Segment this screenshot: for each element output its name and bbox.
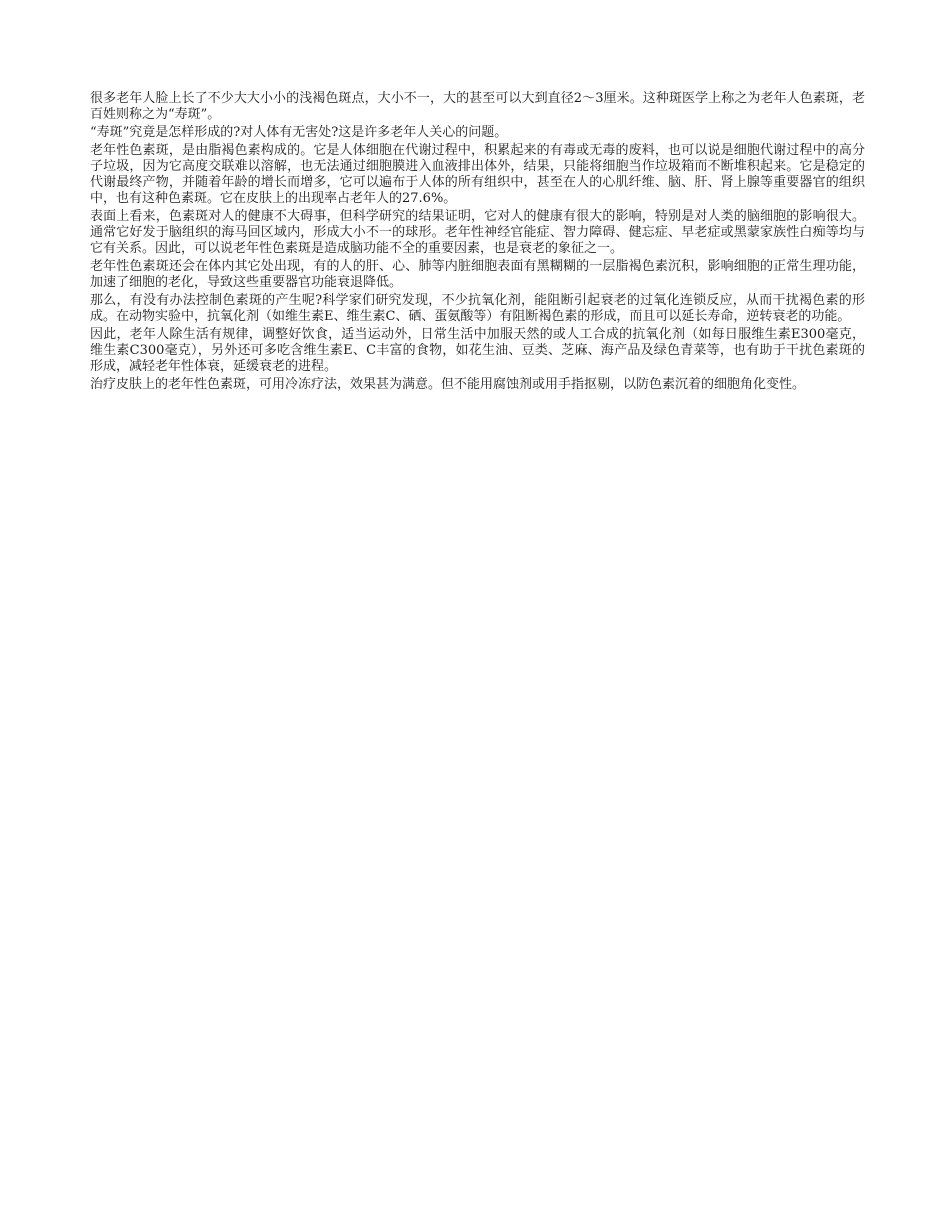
document-body (90, 91, 865, 395)
paragraph-treatment: 治疗皮肤上的老年性色素斑，可用冷冻疗法，效果甚为满意。但不能用腐蚀剂或用手指抠剔，以防色素沉着的细胞角化变性。 (90, 377, 806, 392)
paragraph-antioxidants: 那么，有没有办法控制色素斑的产生呢?科学家们研究发现，不少抗氧化剂，能阻断引起衰老的过氧化连锁反应，从而干扰褐色素的形成。在动物实验中，抗氧化剂（如维生素E、维生素C、硒、蛋氨酸等）有阻断褐色素的形成，而且可以延长寿命，逆转衰老的功能。 (90, 293, 865, 324)
paragraph-health-impact: 表面上看来，色素斑对人的健康不大碍事，但科学研究的结果证明，它对人的健康有很大的影响，特别是对人类的脑细胞的影响很大。通常它好发于脑组织的海马回区域内，形成大小不一的球形。老年性神经官能症、智力障碍、健忘症、早老症或黑蒙家族性白痴等均与它有关系。因此，可以说老年性色素斑是造成脑功能不全的重要因素，也是衰老的象征之一。 (90, 209, 865, 256)
paragraph-intro: 很多老年人脸上长了不少大大小小的浅褐色斑点，大小不一，大的甚至可以大到直径2～3厘米。这种斑医学上称之为老年人色素斑，老百姓则称之为“寿斑”。 (90, 91, 865, 122)
paragraph-internal-organs: 老年性色素斑还会在体内其它处出现，有的人的肝、心、肺等内脏细胞表面有黑糊糊的一层脂褐色素沉积，影响细胞的正常生理功能，加速了细胞的老化，导致这些重要器官功能衰退降低。 (90, 259, 865, 290)
paragraph-composition: 老年性色素斑，是由脂褐色素构成的。它是人体细胞在代谢过程中，积累起来的有毒或无毒的废料，也可以说是细胞代谢过程中的高分子垃圾，因为它高度交联难以溶解，也无法通过细胞膜进入血液排出体外，结果，只能将细胞当作垃圾箱而不断堆积起来。它是稳定的代谢最终产物，并随着年龄的增长而增多，它可以遍布于人体的所有组织中，甚至在人的心肌纤维、脑、肝、肾上腺等重要器官的组织中，也有这种色素斑。它在皮肤上的出现率占老年人的27.6%。 (90, 143, 865, 206)
paragraph-question: “寿斑”究竟是怎样形成的?对人体有无害处?这是许多老年人关心的问题。 (90, 125, 508, 140)
paragraph-lifestyle: 因此，老年人除生活有规律，调整好饮食，适当运动外，日常生活中加服天然的或人工合成的抗氧化剂（如每日服维生素E300毫克，维生素C300毫克），另外还可多吃含维生素E、C丰富的食物，如花生油、豆类、芝麻、海产品及绿色青菜等，也有助于干扰色素斑的形成，减轻老年性体衰，延缓衰老的进程。 (90, 327, 865, 374)
